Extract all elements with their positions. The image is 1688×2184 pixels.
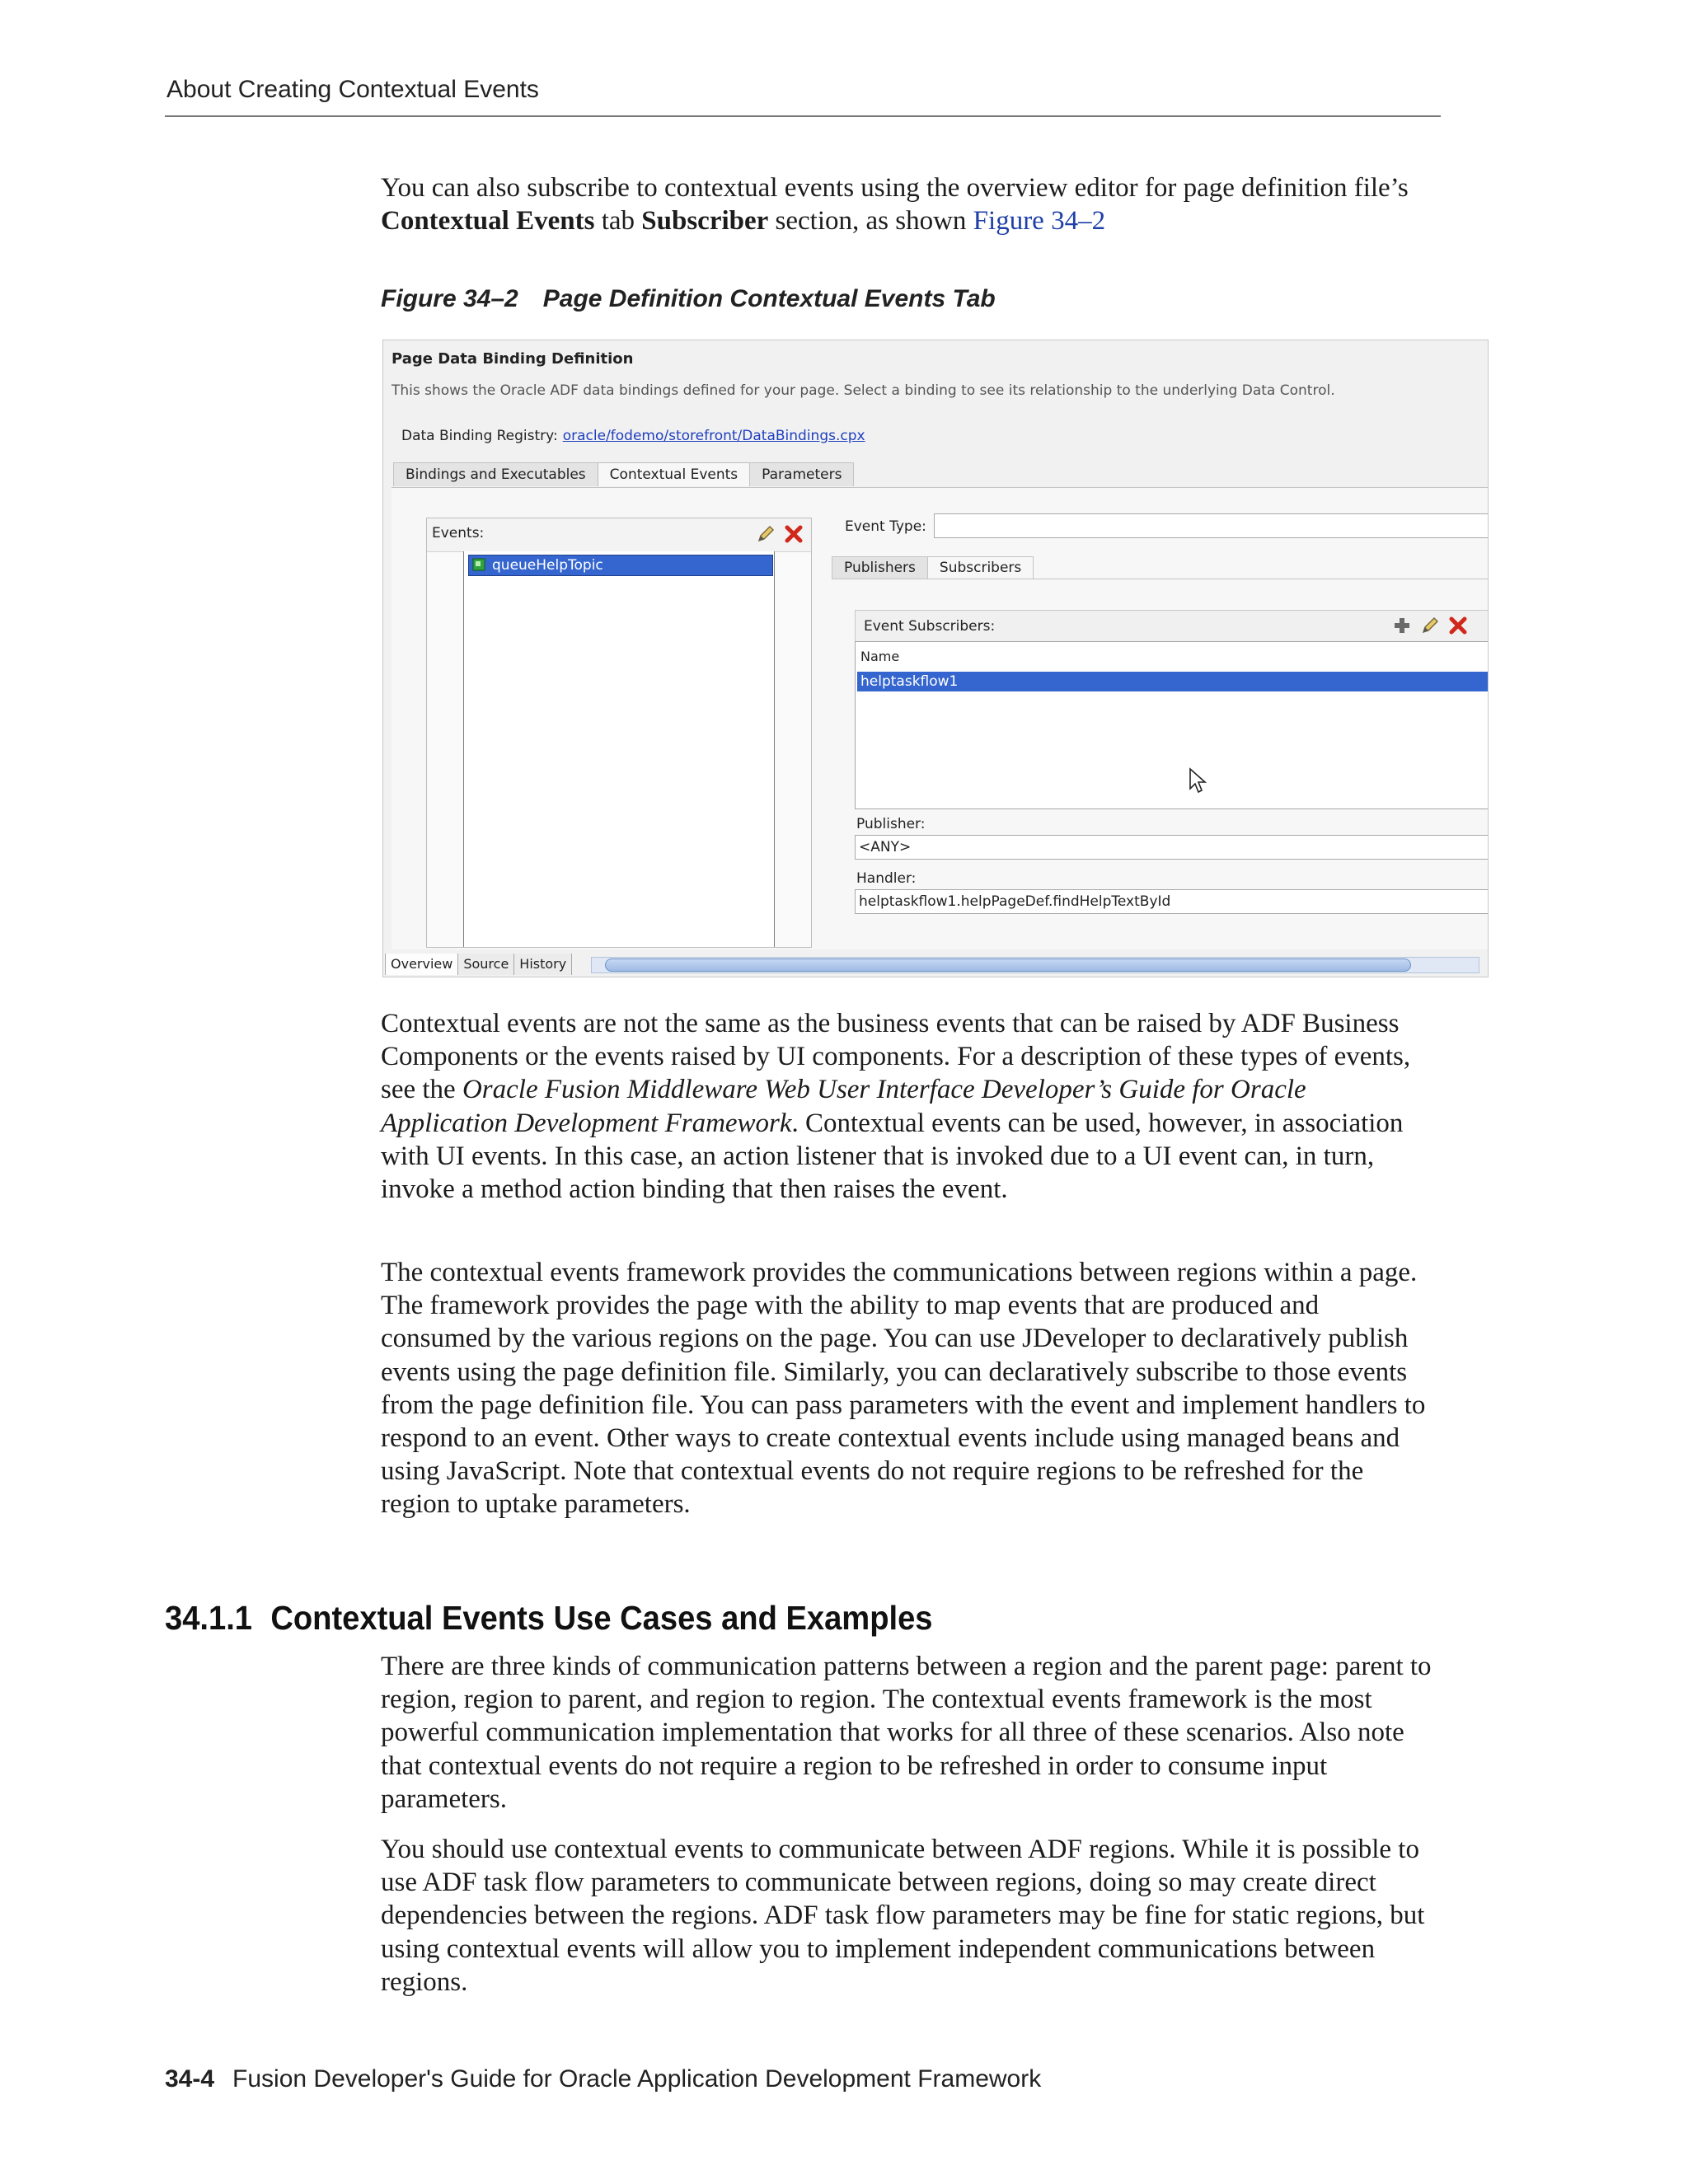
figure-screenshot bbox=[382, 340, 1489, 977]
figure-title: Page Definition Contextual Events Tab bbox=[542, 285, 996, 312]
intro-paragraph: You can also subscribe to contextual events using the overview editor for page definition file’s Contextual Events tab Subscriber section, as shown Figure 34–2 bbox=[381, 173, 1409, 237]
panel-title: Page Data Binding Definition bbox=[392, 350, 634, 368]
subscribers-label: Event Subscribers: bbox=[864, 618, 996, 635]
publisher-label: Publisher: bbox=[856, 816, 926, 832]
event-type-input[interactable] bbox=[934, 513, 1489, 538]
event-flag-icon bbox=[472, 558, 485, 571]
subscribers-header bbox=[855, 610, 1489, 643]
editor-bottom-tabs bbox=[385, 954, 572, 975]
mouse-cursor-icon bbox=[1189, 767, 1208, 795]
tab-source[interactable]: Source bbox=[458, 954, 514, 975]
add-icon[interactable] bbox=[1391, 615, 1413, 636]
registry-label: Data Binding Registry: bbox=[401, 428, 558, 444]
section-heading bbox=[165, 1599, 933, 1638]
registry-row bbox=[401, 428, 865, 444]
events-header bbox=[427, 518, 811, 552]
publisher-input[interactable]: <ANY> bbox=[855, 835, 1489, 860]
header-rule bbox=[165, 115, 1441, 117]
events-tree bbox=[463, 551, 775, 947]
tab-contextual-events[interactable]: Contextual Events bbox=[598, 462, 750, 486]
edit-icon[interactable] bbox=[1419, 615, 1441, 636]
horizontal-scrollbar[interactable] bbox=[591, 957, 1479, 973]
event-subtabs bbox=[832, 556, 1033, 579]
registry-link[interactable]: oracle/fodemo/storefront/DataBindings.cpx bbox=[562, 428, 865, 444]
tab-parameters[interactable]: Parameters bbox=[749, 462, 854, 486]
figure-number: Figure 34–2 bbox=[381, 285, 518, 312]
book-title: Fusion Developer's Guide for Oracle Application Development Framework bbox=[232, 2065, 1042, 2093]
tab-overview[interactable]: Overview bbox=[385, 954, 458, 975]
handler-input[interactable]: helptaskflow1.helpPageDef.findHelpTextById bbox=[855, 889, 1489, 914]
delete-icon[interactable] bbox=[1447, 615, 1469, 636]
scrollbar-thumb[interactable] bbox=[605, 958, 1411, 972]
paragraph-4: There are three kinds of communication patterns between a region and the parent page: parent to region, region to parent, and region to region. The contextual events framework is the most powerful communication implementation that works for all three of these scenarios. Also note that contextual events do not require a region to be refreshed in order to consume input parameters. bbox=[381, 1652, 1432, 1814]
handler-label: Handler: bbox=[856, 870, 917, 887]
subscribers-panel bbox=[855, 610, 1489, 964]
paragraph-5-block bbox=[381, 1833, 1436, 1999]
paragraph-2: Contextual events are not the same as the business events that can be raised by ADF Business Components or the events raised by UI components. For a description of these types of events, see the Oracle Fusion Middleware Web User Interface Developer’s Guide for Oracle Application Development Framework. Contextual events can be used, however, in association with UI events. In this case, an action listener that is invoked due to a UI event can, in turn, invoke a method action binding that then raises the event. bbox=[381, 1009, 1411, 1205]
delete-icon[interactable] bbox=[783, 523, 804, 545]
tab-history[interactable]: History bbox=[514, 954, 572, 975]
tab-subscribers[interactable]: Subscribers bbox=[927, 556, 1034, 579]
page-footer bbox=[165, 2065, 1041, 2093]
paragraph-3: The contextual events framework provides the communications between regions within a page. The framework provides the page with the ability to map events that are produced and consumed by the various regions on the page. You can use JDeveloper to declaratively publish events using the page definition file. Similarly, you can declaratively subscribe to those events from the page definition file. You can pass parameters with the event and implement handlers to respond to an event. Other ways to create contextual events include using managed beans and using JavaScript. Note that contextual events do not require regions to be refreshed for the region to uptake parameters. bbox=[381, 1258, 1426, 1520]
subscribers-list bbox=[855, 641, 1489, 809]
event-item-queuehelptopic[interactable] bbox=[468, 555, 773, 576]
paragraph-2-block bbox=[381, 1007, 1436, 1206]
intro-paragraph-block bbox=[381, 171, 1436, 237]
event-type-label: Event Type: bbox=[845, 518, 926, 535]
editor-tabs bbox=[393, 462, 853, 487]
subscriber-row[interactable]: helptaskflow1 bbox=[857, 672, 1489, 691]
events-panel bbox=[426, 518, 812, 948]
section-number: 34.1.1 bbox=[165, 1599, 253, 1637]
event-item-label: queueHelpTopic bbox=[492, 557, 603, 574]
panel-description: This shows the Oracle ADF data bindings defined for your page. Select a binding to see its relationship to the underlying Data Control. bbox=[392, 382, 1335, 399]
page-number: 34-4 bbox=[165, 2065, 215, 2093]
figure-caption bbox=[381, 285, 996, 313]
column-header-name[interactable]: Name bbox=[860, 649, 900, 664]
paragraph-4-block bbox=[381, 1650, 1436, 1816]
section-title: Contextual Events Use Cases and Examples bbox=[270, 1599, 933, 1637]
paragraph-3-block bbox=[381, 1256, 1436, 1521]
events-label: Events: bbox=[432, 525, 485, 541]
paragraph-5: You should use contextual events to communicate between ADF regions. While it is possible to use ADF task flow parameters to communicate between regions, doing so may create direct dependencies between the regions. ADF task flow parameters may be fine for static regions, but using contextual events will allow you to implement independent communications between regions. bbox=[381, 1835, 1425, 1997]
edit-icon[interactable] bbox=[755, 523, 776, 545]
tab-bindings-and-executables[interactable]: Bindings and Executables bbox=[393, 462, 598, 486]
tab-publishers[interactable]: Publishers bbox=[832, 556, 928, 579]
running-head: About Creating Contextual Events bbox=[166, 76, 539, 103]
figure-link[interactable]: Figure 34–2 bbox=[973, 206, 1106, 237]
